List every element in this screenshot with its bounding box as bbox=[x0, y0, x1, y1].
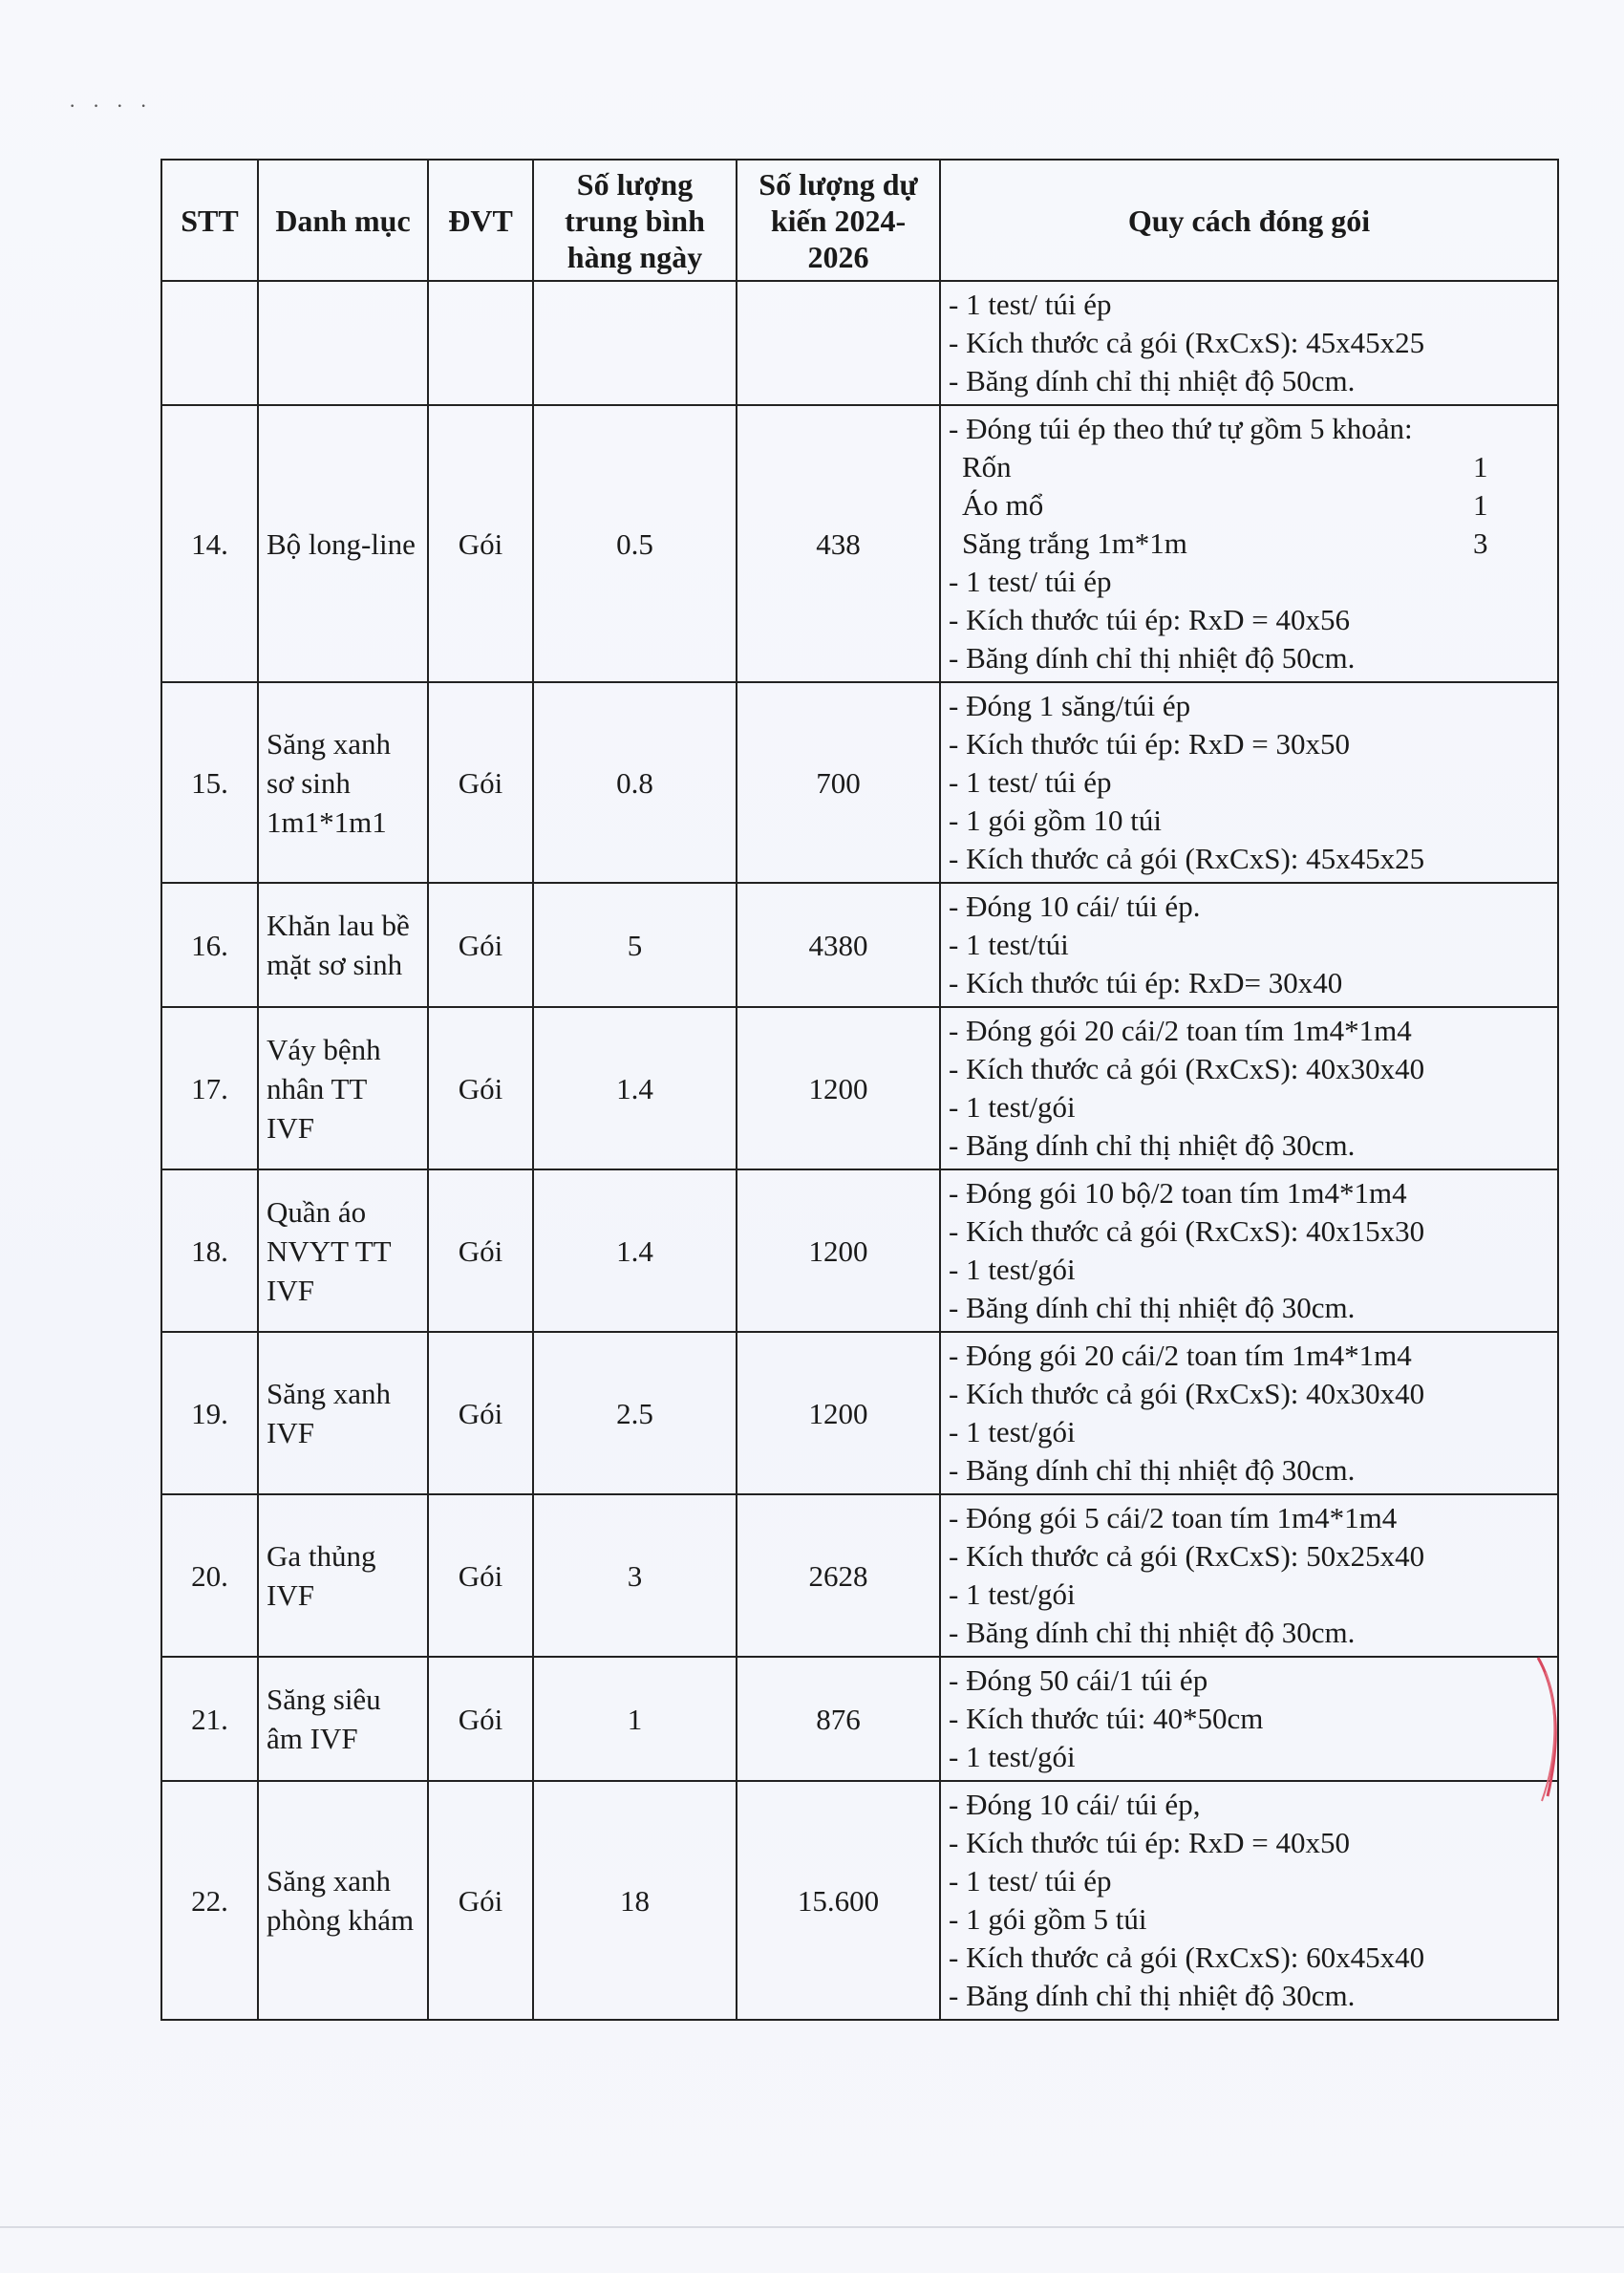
spec-line: - Đóng gói 20 cái/2 toan tím 1m4*1m4 bbox=[949, 1339, 1412, 1372]
spec-line: - Kích thước cả gói (RxCxS): 60x45x40 bbox=[949, 1941, 1425, 1974]
spec-line: - Kích thước túi ép: RxD = 40x56 bbox=[949, 603, 1351, 636]
cell-name: Quần áo NVYT TT IVF bbox=[258, 1169, 428, 1332]
spec-line: - Kích thước túi ép: RxD = 30x50 bbox=[949, 727, 1351, 761]
cell-spec bbox=[940, 405, 1558, 682]
table-row bbox=[161, 1007, 1558, 1169]
table-row bbox=[161, 405, 1558, 682]
header-so-luong-dk: Số lượng dự kiến 2024-2026 bbox=[737, 160, 940, 281]
spec-line: - 1 gói gồm 10 túi bbox=[949, 804, 1163, 837]
table-row bbox=[161, 682, 1558, 883]
cell-unit: Gói bbox=[428, 1007, 533, 1169]
spec-component-qty: 1 bbox=[1473, 450, 1488, 483]
cell-planned: 4380 bbox=[737, 883, 940, 1007]
cell-unit: Gói bbox=[428, 883, 533, 1007]
spec-line: - 1 test/ túi ép bbox=[949, 288, 1112, 321]
spec-line: - 1 test/túi bbox=[949, 928, 1069, 961]
spec-line: - 1 test/ túi ép bbox=[949, 1864, 1112, 1898]
spec-component bbox=[949, 525, 1549, 563]
header-dvt: ĐVT bbox=[428, 160, 533, 281]
cell-empty bbox=[533, 281, 737, 405]
cell-name: Váy bệnh nhân TT IVF bbox=[258, 1007, 428, 1169]
header-stt: STT bbox=[161, 160, 258, 281]
cell-planned: 1200 bbox=[737, 1169, 940, 1332]
cell-stt: 14. bbox=[161, 405, 258, 682]
cell-empty bbox=[161, 281, 258, 405]
spec-line: - Kích thước cả gói (RxCxS): 40x30x40 bbox=[949, 1377, 1425, 1410]
cell-empty bbox=[737, 281, 940, 405]
spec-line: - Băng dính chỉ thị nhiệt độ 30cm. bbox=[949, 1128, 1356, 1162]
cell-name: Săng xanh sơ sinh 1m1*1m1 bbox=[258, 682, 428, 883]
cell-unit: Gói bbox=[428, 1332, 533, 1494]
cell-daily: 2.5 bbox=[533, 1332, 737, 1494]
cell-daily: 1 bbox=[533, 1657, 737, 1781]
cell-name: Ga thủng IVF bbox=[258, 1494, 428, 1657]
cell-daily: 0.8 bbox=[533, 682, 737, 883]
spec-line: - 1 test/gói bbox=[949, 1090, 1076, 1124]
spec-line: - Băng dính chỉ thị nhiệt độ 30cm. bbox=[949, 1979, 1356, 2012]
spec-component bbox=[949, 448, 1549, 486]
spec-line: - Kích thước cả gói (RxCxS): 40x30x40 bbox=[949, 1052, 1425, 1085]
spec-line: - Đóng gói 10 bộ/2 toan tím 1m4*1m4 bbox=[949, 1176, 1407, 1210]
cell-daily: 18 bbox=[533, 1781, 737, 2020]
continuation-row bbox=[161, 281, 1558, 405]
spec-line: - 1 test/gói bbox=[949, 1253, 1076, 1286]
spec-component-qty: 1 bbox=[1473, 488, 1488, 522]
cell-spec bbox=[940, 1169, 1558, 1332]
cell-daily: 5 bbox=[533, 883, 737, 1007]
spec-line: - Băng dính chỉ thị nhiệt độ 50cm. bbox=[949, 641, 1356, 675]
cell-planned: 1200 bbox=[737, 1332, 940, 1494]
spec-component bbox=[949, 486, 1549, 525]
spec-component-name: Rốn bbox=[962, 450, 1012, 483]
table-row bbox=[161, 1781, 1558, 2020]
cell-spec bbox=[940, 1781, 1558, 2020]
cell-planned: 700 bbox=[737, 682, 940, 883]
red-pen-mark bbox=[1528, 1653, 1567, 1806]
cell-daily: 3 bbox=[533, 1494, 737, 1657]
spec-line: - 1 test/ túi ép bbox=[949, 765, 1112, 799]
cell-stt: 20. bbox=[161, 1494, 258, 1657]
spec-component-name: Săng trắng 1m*1m bbox=[962, 526, 1187, 560]
table-row bbox=[161, 883, 1558, 1007]
header-so-luong-tb: Số lượng trung bình hàng ngày bbox=[533, 160, 737, 281]
cell-stt: 16. bbox=[161, 883, 258, 1007]
spec-line: - 1 test/gói bbox=[949, 1415, 1076, 1448]
cell-spec bbox=[940, 1332, 1558, 1494]
spec-line: - 1 test/ túi ép bbox=[949, 565, 1112, 598]
cell-unit: Gói bbox=[428, 1657, 533, 1781]
spec-line: - 1 gói gồm 5 túi bbox=[949, 1902, 1147, 1936]
cell-spec bbox=[940, 682, 1558, 883]
spec-line: - Đóng 50 cái/1 túi ép bbox=[949, 1663, 1208, 1697]
cell-daily: 1.4 bbox=[533, 1007, 737, 1169]
spec-line: - Kích thước cả gói (RxCxS): 40x15x30 bbox=[949, 1214, 1425, 1248]
spec-line: - Kích thước túi: 40*50cm bbox=[949, 1702, 1264, 1735]
header-danh-muc: Danh mục bbox=[258, 160, 428, 281]
table-header-row bbox=[161, 160, 1558, 281]
cell-name: Khăn lau bề mặt sơ sinh bbox=[258, 883, 428, 1007]
cell-empty bbox=[428, 281, 533, 405]
cell-spec-continuation bbox=[940, 281, 1558, 405]
cell-unit: Gói bbox=[428, 1494, 533, 1657]
cell-stt: 19. bbox=[161, 1332, 258, 1494]
cell-unit: Gói bbox=[428, 1781, 533, 2020]
spec-line: - Kích thước cả gói (RxCxS): 45x45x25 bbox=[949, 842, 1425, 875]
cell-planned: 2628 bbox=[737, 1494, 940, 1657]
spec-line: - Kích thước túi ép: RxD = 40x50 bbox=[949, 1826, 1351, 1859]
cell-stt: 17. bbox=[161, 1007, 258, 1169]
spec-line: - Kích thước cả gói (RxCxS): 45x45x25 bbox=[949, 326, 1425, 359]
cell-stt: 15. bbox=[161, 682, 258, 883]
cell-unit: Gói bbox=[428, 405, 533, 682]
cell-stt: 18. bbox=[161, 1169, 258, 1332]
spec-component-qty: 3 bbox=[1473, 526, 1488, 560]
spec-line: - 1 test/gói bbox=[949, 1577, 1076, 1611]
cell-name: Săng xanh phòng khám bbox=[258, 1781, 428, 2020]
header-quy-cach: Quy cách đóng gói bbox=[940, 160, 1558, 281]
spec-line: - Kích thước cả gói (RxCxS): 50x25x40 bbox=[949, 1539, 1425, 1573]
table-body bbox=[161, 281, 1558, 2020]
spec-line: - Băng dính chỉ thị nhiệt độ 50cm. bbox=[949, 364, 1356, 397]
page-bottom-rule bbox=[0, 2226, 1624, 2228]
cell-spec bbox=[940, 1494, 1558, 1657]
cell-name: Săng siêu âm IVF bbox=[258, 1657, 428, 1781]
spec-component-name: Áo mổ bbox=[962, 488, 1044, 522]
table-row bbox=[161, 1657, 1558, 1781]
spec-line: - Kích thước túi ép: RxD= 30x40 bbox=[949, 966, 1343, 999]
cell-unit: Gói bbox=[428, 682, 533, 883]
cell-spec bbox=[940, 1657, 1558, 1781]
cell-daily: 0.5 bbox=[533, 405, 737, 682]
cell-planned: 1200 bbox=[737, 1007, 940, 1169]
cell-empty bbox=[258, 281, 428, 405]
spec-line: - Băng dính chỉ thị nhiệt độ 30cm. bbox=[949, 1291, 1356, 1324]
scan-artifact: · · · · bbox=[69, 94, 153, 118]
cell-planned: 876 bbox=[737, 1657, 940, 1781]
cell-stt: 21. bbox=[161, 1657, 258, 1781]
cell-daily: 1.4 bbox=[533, 1169, 737, 1332]
cell-planned: 15.600 bbox=[737, 1781, 940, 2020]
cell-planned: 438 bbox=[737, 405, 940, 682]
spec-line: - Đóng 10 cái/ túi ép, bbox=[949, 1788, 1201, 1821]
cell-spec bbox=[940, 1007, 1558, 1169]
spec-line: - Băng dính chỉ thị nhiệt độ 30cm. bbox=[949, 1616, 1356, 1649]
table-row bbox=[161, 1169, 1558, 1332]
spec-line: - Đóng túi ép theo thứ tự gồm 5 khoản: bbox=[949, 412, 1413, 445]
cell-stt: 22. bbox=[161, 1781, 258, 2020]
cell-spec bbox=[940, 883, 1558, 1007]
spec-line: - Băng dính chỉ thị nhiệt độ 30cm. bbox=[949, 1453, 1356, 1487]
spec-line: - Đóng 10 cái/ túi ép. bbox=[949, 890, 1201, 923]
packaging-spec-table bbox=[160, 159, 1559, 2021]
cell-name: Săng xanh IVF bbox=[258, 1332, 428, 1494]
spec-line: - Đóng 1 săng/túi ép bbox=[949, 689, 1191, 722]
table-row bbox=[161, 1332, 1558, 1494]
cell-name: Bộ long-line bbox=[258, 405, 428, 682]
spec-line: - Đóng gói 20 cái/2 toan tím 1m4*1m4 bbox=[949, 1014, 1412, 1047]
cell-unit: Gói bbox=[428, 1169, 533, 1332]
spec-line: - Đóng gói 5 cái/2 toan tím 1m4*1m4 bbox=[949, 1501, 1398, 1534]
table-row bbox=[161, 1494, 1558, 1657]
spec-line: - 1 test/gói bbox=[949, 1740, 1076, 1773]
